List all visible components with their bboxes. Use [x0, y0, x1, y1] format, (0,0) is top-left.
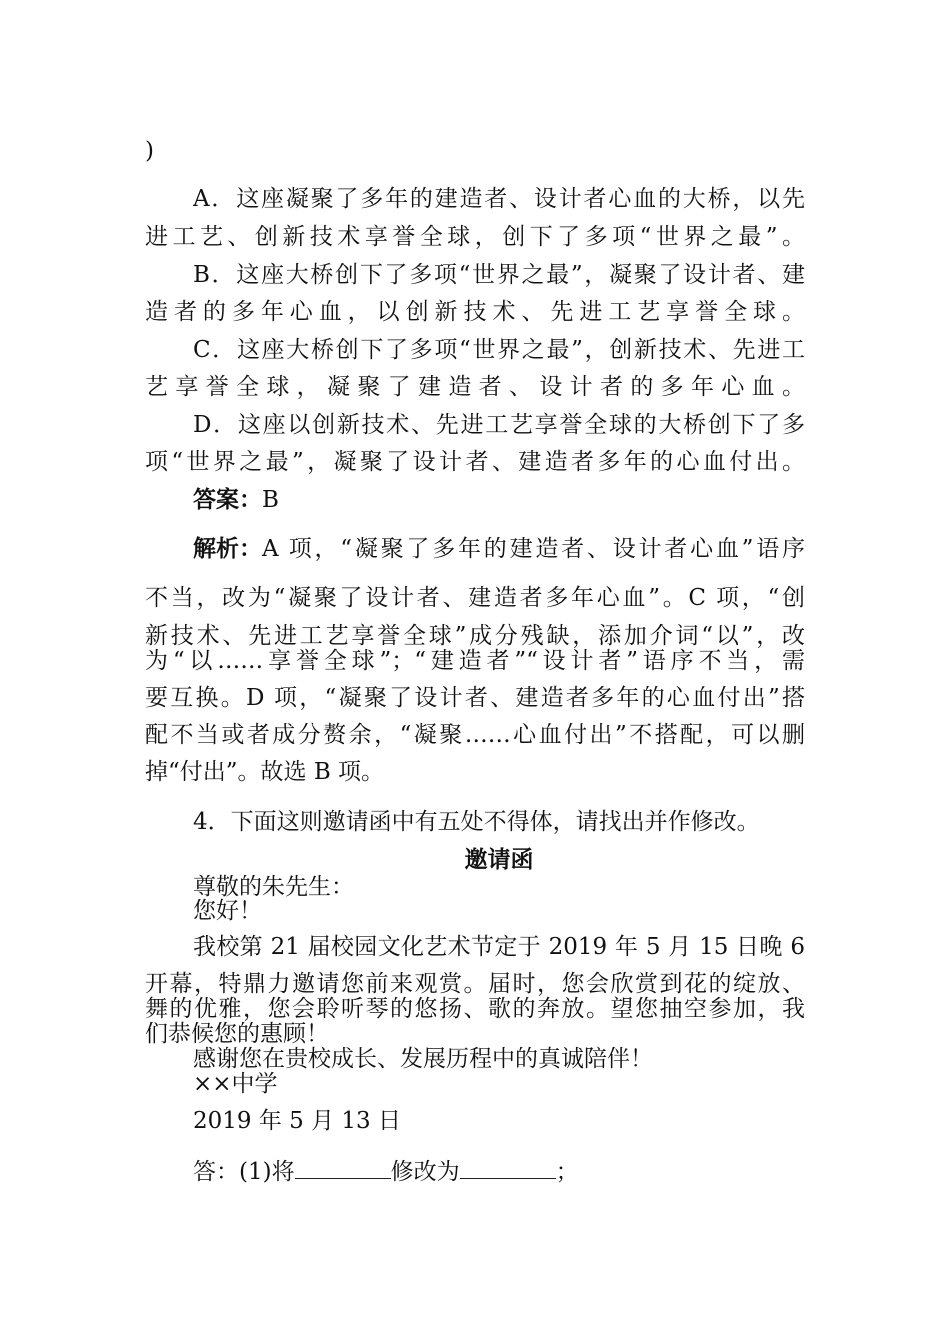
answer-blank-revised[interactable]: [460, 1156, 556, 1179]
option-b-line2: 造者的多年心血，以创新技术、先进工艺享誉全球。: [145, 299, 805, 325]
answer-fill-middle: 修改为: [390, 1159, 460, 1185]
analysis-line4: 为“以……享誉全球”；“建造者”“设计者”语序不当，需: [145, 648, 805, 674]
analysis-text1: A 项，“凝聚了多年的建造者、设计者心血”语序: [262, 536, 805, 562]
answer-fill-line: [193, 1156, 579, 1186]
option-c-line2: 艺享誉全球，凝聚了建造者、设计者的多年心血。: [145, 374, 805, 400]
letter-title: 邀请函: [464, 846, 534, 873]
option-a-line2: 进工艺、创新技术享誉全球，创下了多项“世界之最”。: [145, 224, 805, 250]
analysis-line2: 不当，改为“凝聚了设计者、建造者多年心血”。C 项，“创: [145, 585, 805, 611]
option-d-line1: D．这座以创新技术、先进工艺享誉全球的大桥创下了多: [193, 412, 805, 438]
answer-blank-original[interactable]: [295, 1156, 391, 1179]
question-4: 4．下面这则邀请函中有五处不得体，请找出并作修改。: [193, 809, 760, 835]
option-c-line1: C．这座大桥创下了多项“世界之最”，创新技术、先进工: [193, 337, 805, 363]
analysis-line3: 新技术、先进工艺享誉全球”成分残缺，添加介词“以”，改: [145, 623, 805, 649]
option-d-line2: 项“世界之最”，凝聚了设计者、建造者多年的心血付出。: [145, 449, 805, 475]
answer-label: 答案：: [193, 486, 262, 513]
letter-thanks: 感谢您在贵校成长、发展历程中的真诚陪伴！: [193, 1046, 653, 1072]
analysis-line6: 配不当或者成分赘余，“凝聚……心血付出”不搭配，可以删: [145, 722, 805, 748]
letter-body-line4: 们恭候您的惠顾！: [145, 1021, 329, 1047]
analysis-line5: 要互换。D 项，“凝聚了设计者、建造者多年的心血付出”搭: [145, 685, 805, 711]
option-b-line1: B．这座大桥创下了多项“世界之最”，凝聚了设计者、建: [193, 262, 805, 288]
letter-signature: ××中学: [193, 1071, 278, 1097]
letter-body-line1: 我校第 21 届校园文化艺术节定于 2019 年 5 月 15 日晚 6: [193, 934, 805, 960]
analysis-line7: 掉“付出”。故选 B 项。: [145, 759, 385, 785]
answer-line: [193, 486, 279, 514]
answer-value: B: [262, 487, 279, 513]
option-a-line1: A．这座凝聚了多年的建造者、设计者心血的大桥，以先: [193, 186, 805, 212]
answer-fill-end: ；: [555, 1159, 579, 1185]
greeting: 您好！: [193, 898, 262, 924]
letter-body-line3: 舞的优雅，您会聆听琴的悠扬、歌的奔放。望您抽空参加，我: [145, 996, 805, 1022]
analysis-label: 解析：: [193, 535, 262, 562]
closing-paren: ): [145, 138, 154, 164]
analysis-line1: [193, 535, 805, 563]
letter-date: 2019 年 5 月 13 日: [193, 1108, 401, 1134]
answer-fill-prefix: 答：(1)将: [193, 1159, 295, 1185]
salutation: 尊敬的朱先生：: [193, 874, 354, 900]
letter-body-line2: 开幕，特鼎力邀请您前来观赏。届时，您会欣赏到花的绽放、: [145, 971, 805, 997]
